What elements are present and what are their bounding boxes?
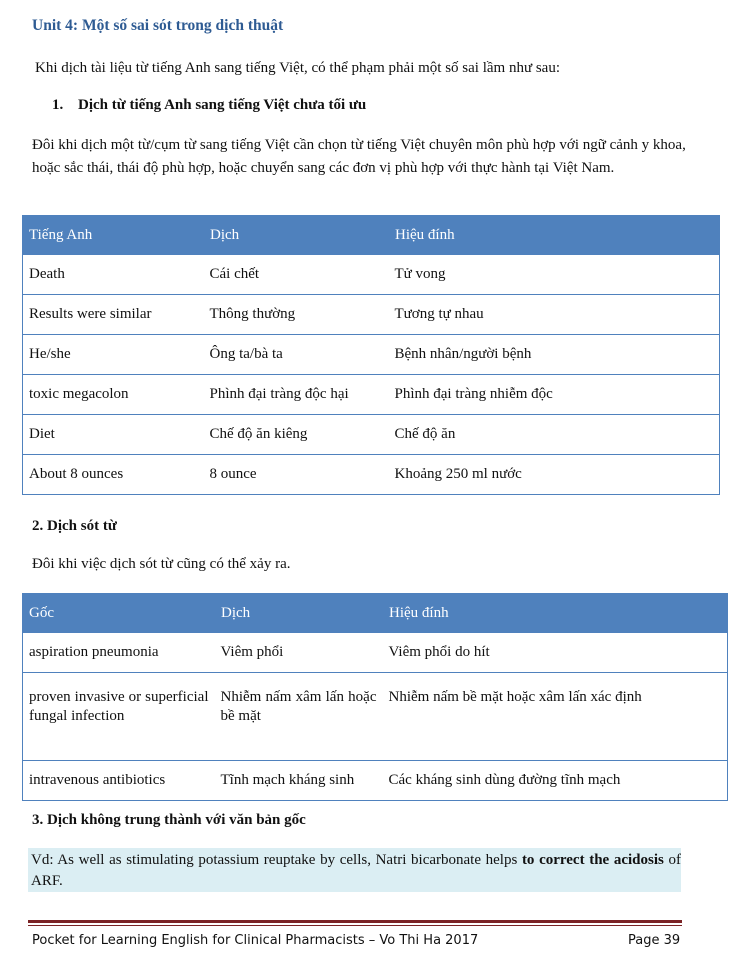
table-cell: He/she — [23, 335, 204, 375]
table-cell: Ông ta/bà ta — [204, 335, 389, 375]
translation-table-1 — [22, 215, 720, 495]
table2-header-revision: Hiệu đính — [383, 594, 728, 633]
table-row — [23, 415, 720, 455]
table-cell: Chế độ ăn — [389, 415, 720, 455]
section-1-paragraph: Đôi khi dịch một từ/cụm từ sang tiếng Việt cần chọn từ tiếng Việt chuyên môn phù hợp với ngữ cảnh y khoa, hoặc sắc thái, thái độ phù hợp, hoặc chuyển sang các đơn vị phù hợp với thực hành tại Việt Nam. — [32, 137, 686, 176]
page-number: Page 39 — [628, 933, 681, 948]
table-cell: Phình đại tràng nhiễm độc — [389, 375, 720, 415]
table2-header-translation: Dịch — [215, 594, 383, 633]
table-cell: Phình đại tràng độc hại — [204, 375, 389, 415]
table-cell: About 8 ounces — [23, 455, 204, 495]
section-1-title: Dịch từ tiếng Anh sang tiếng Việt chưa tối ưu — [78, 97, 367, 113]
table-row — [23, 335, 720, 375]
table-row — [23, 375, 720, 415]
table-cell: Nhiễm nấm xâm lấn hoặc bề mặt — [215, 673, 383, 761]
table-row — [23, 255, 720, 295]
example-suffix: of ARF. — [31, 852, 681, 889]
table-cell: Chế độ ăn kiêng — [204, 415, 389, 455]
table-row — [23, 455, 720, 495]
footer-rule-thin — [28, 925, 682, 926]
table-cell: Cái chết — [204, 255, 389, 295]
table-cell: toxic megacolon — [23, 375, 204, 415]
table-cell: Tương tự nhau — [389, 295, 720, 335]
table-cell: Viêm phổi — [215, 633, 383, 673]
footer-rule — [28, 920, 682, 923]
table-row — [23, 761, 728, 801]
example-bold-phrase: to correct the acidosis — [521, 852, 664, 868]
unit-title: Unit 4: Một số sai sót trong dịch thuật — [32, 17, 284, 34]
table-cell: Khoảng 250 ml nước — [389, 455, 720, 495]
section-2-heading: 2. Dịch sót từ — [32, 518, 117, 534]
section-2-paragraph: Đôi khi việc dịch sót từ cũng có thể xảy ra. — [32, 556, 291, 572]
table-row — [23, 295, 720, 335]
table-cell: Results were similar — [23, 295, 204, 335]
table2-header-original: Gốc — [23, 594, 215, 633]
table-cell: Tử vong — [389, 255, 720, 295]
table1-header-revision: Hiệu đính — [389, 216, 720, 255]
table1-header-english: Tiếng Anh — [23, 216, 204, 255]
table-cell: Death — [23, 255, 204, 295]
table-cell: Bệnh nhân/người bệnh — [389, 335, 720, 375]
footer-title: Pocket for Learning English for Clinical Pharmacists – Vo Thi Ha 2017 — [32, 933, 479, 948]
table-cell: proven invasive or superficial fungal infection — [23, 673, 215, 761]
table-cell: Thông thường — [204, 295, 389, 335]
example-prefix: Vd: As well as stimulating potassium reuptake by cells, Natri bicarbonate helps — [31, 852, 522, 868]
table1-header-translation: Dịch — [204, 216, 389, 255]
table-cell: aspiration pneumonia — [23, 633, 215, 673]
table-cell: Các kháng sinh dùng đường tĩnh mạch — [383, 761, 728, 801]
example-box — [28, 848, 681, 892]
translation-table-2 — [22, 593, 728, 801]
table-cell: intravenous antibiotics — [23, 761, 215, 801]
table-cell: Viêm phổi do hít — [383, 633, 728, 673]
section-3-heading: 3. Dịch không trung thành với văn bản gốc — [32, 812, 306, 828]
table-cell: 8 ounce — [204, 455, 389, 495]
table-cell: Nhiễm nấm bề mặt hoặc xâm lấn xác định — [383, 673, 728, 761]
table-row — [23, 633, 728, 673]
table-row — [23, 673, 728, 761]
table-cell: Tĩnh mạch kháng sinh — [215, 761, 383, 801]
section-1-heading — [52, 97, 366, 114]
intro-text: Khi dịch tài liệu từ tiếng Anh sang tiếng Việt, có thể phạm phải một số sai lầm như sau: — [35, 60, 560, 76]
table-cell: Diet — [23, 415, 204, 455]
section-1-number: 1. — [52, 97, 64, 113]
